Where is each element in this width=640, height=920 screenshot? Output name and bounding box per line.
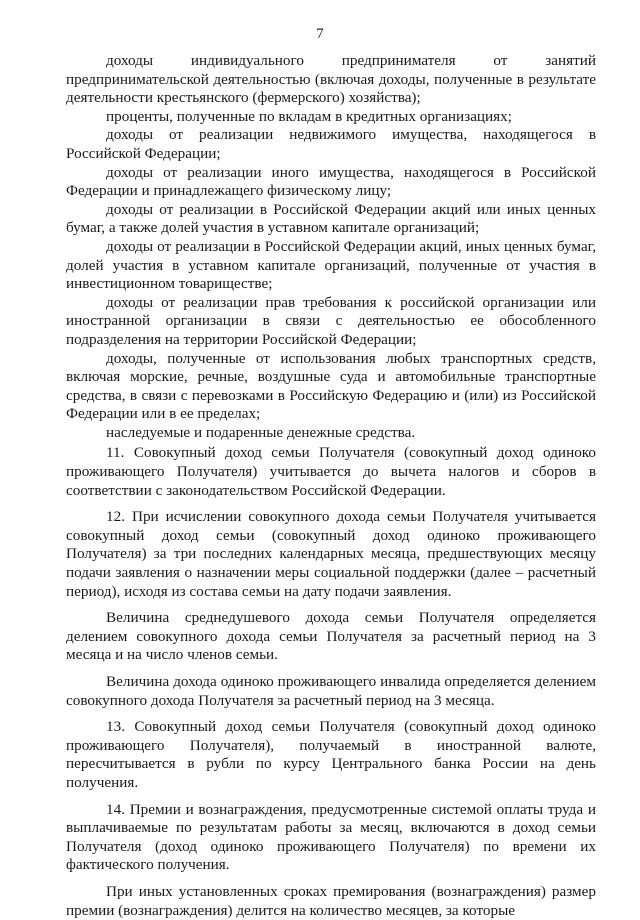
clause-11: 11. Совокупный доход семьи Получателя (совокупный доход одиноко проживающего Получателя) учитывается до вычета налогов и сборов в соответствии с законодательством Российской Федерации. xyxy=(66,444,596,499)
paragraph-entrepreneur-income: доходы индивидуального предпринимателя от занятий предпринимательской деятельностью (включая доходы, полученные в результате деятельности крестьянского (фермерского) хозяйства); xyxy=(66,52,596,107)
paragraph-transport-income: доходы, полученные от использования любых транспортных средств, включая морские, речные, воздушные суда и автомобильные транспортные средства, в связи с перевозками в Российскую Федерацию и (или) из Российской Федерации или в ее пределах; xyxy=(66,349,596,423)
page-number: 7 xyxy=(316,26,324,42)
clause-14: 14. Премии и вознаграждения, предусмотренные системой оплаты труда и выплачиваемые по результатам работы за месяц, включаются в доход семьи Получателя (доход одиноко проживающего Получателя) по времени их фактического получения. xyxy=(66,800,596,874)
paragraph-claim-rights: доходы от реализации прав требования к российской организации или иностранной организации в связи с деятельностью ее обособленного подразделения на территории Российской Федерации; xyxy=(66,293,596,348)
paragraph-investment-partnership: доходы от реализации в Российской Федерации акций, иных ценных бумаг, долей участия в уставном капитале организаций, полученные от участия в инвестиционном товариществе; xyxy=(66,237,596,293)
paragraph-inherited-funds: наследуемые и подаренные денежные средства. xyxy=(106,423,416,441)
clause-13: 13. Совокупный доход семьи Получателя (совокупный доход одиноко проживающего Получателя), получаемый в иностранной валюте, пересчитывается в рубли по курсу Центрального банка России на день получения. xyxy=(66,718,596,791)
paragraph-average-income: Величина среднедушевого дохода семьи Получателя определяется делением совокупного дохода семьи Получателя за расчетный период на 3 месяца и на число членов семьи. xyxy=(66,609,596,664)
paragraph-real-estate-sale: доходы от реализации недвижимого имущества, находящегося в Российской Федерации; xyxy=(66,126,596,162)
paragraph-other-bonus-periods: При иных установленных сроках премирования (вознаграждения) размер премии (вознаграждения) делится на количество месяцев, за которые xyxy=(66,882,596,919)
paragraph-disabled-income: Величина дохода одиноко проживающего инвалида определяется делением совокупного дохода Получателя за расчетный период на 3 месяца. xyxy=(66,673,596,709)
paragraph-deposit-interest: проценты, полученные по вкладам в кредитных организациях; xyxy=(106,107,512,125)
document-body xyxy=(66,52,596,920)
paragraph-securities-sale: доходы от реализации в Российской Федерации акций или иных ценных бумаг, а также долей участия в уставном капитале организаций; xyxy=(66,200,596,237)
paragraph-other-property-sale: доходы от реализации иного имущества, находящегося в Российской Федерации и принадлежащего физическому лицу; xyxy=(66,163,596,200)
clause-12: 12. При исчислении совокупного дохода семьи Получателя учитывается совокупный доход семьи (совокупный доход одиноко проживающего Получателя) за три последних календарных месяца, предшествующих месяцу подачи заявления о назначении меры социальной поддержки (далее – расчетный период), исходя из состава семьи на дату подачи заявления. xyxy=(66,508,596,600)
